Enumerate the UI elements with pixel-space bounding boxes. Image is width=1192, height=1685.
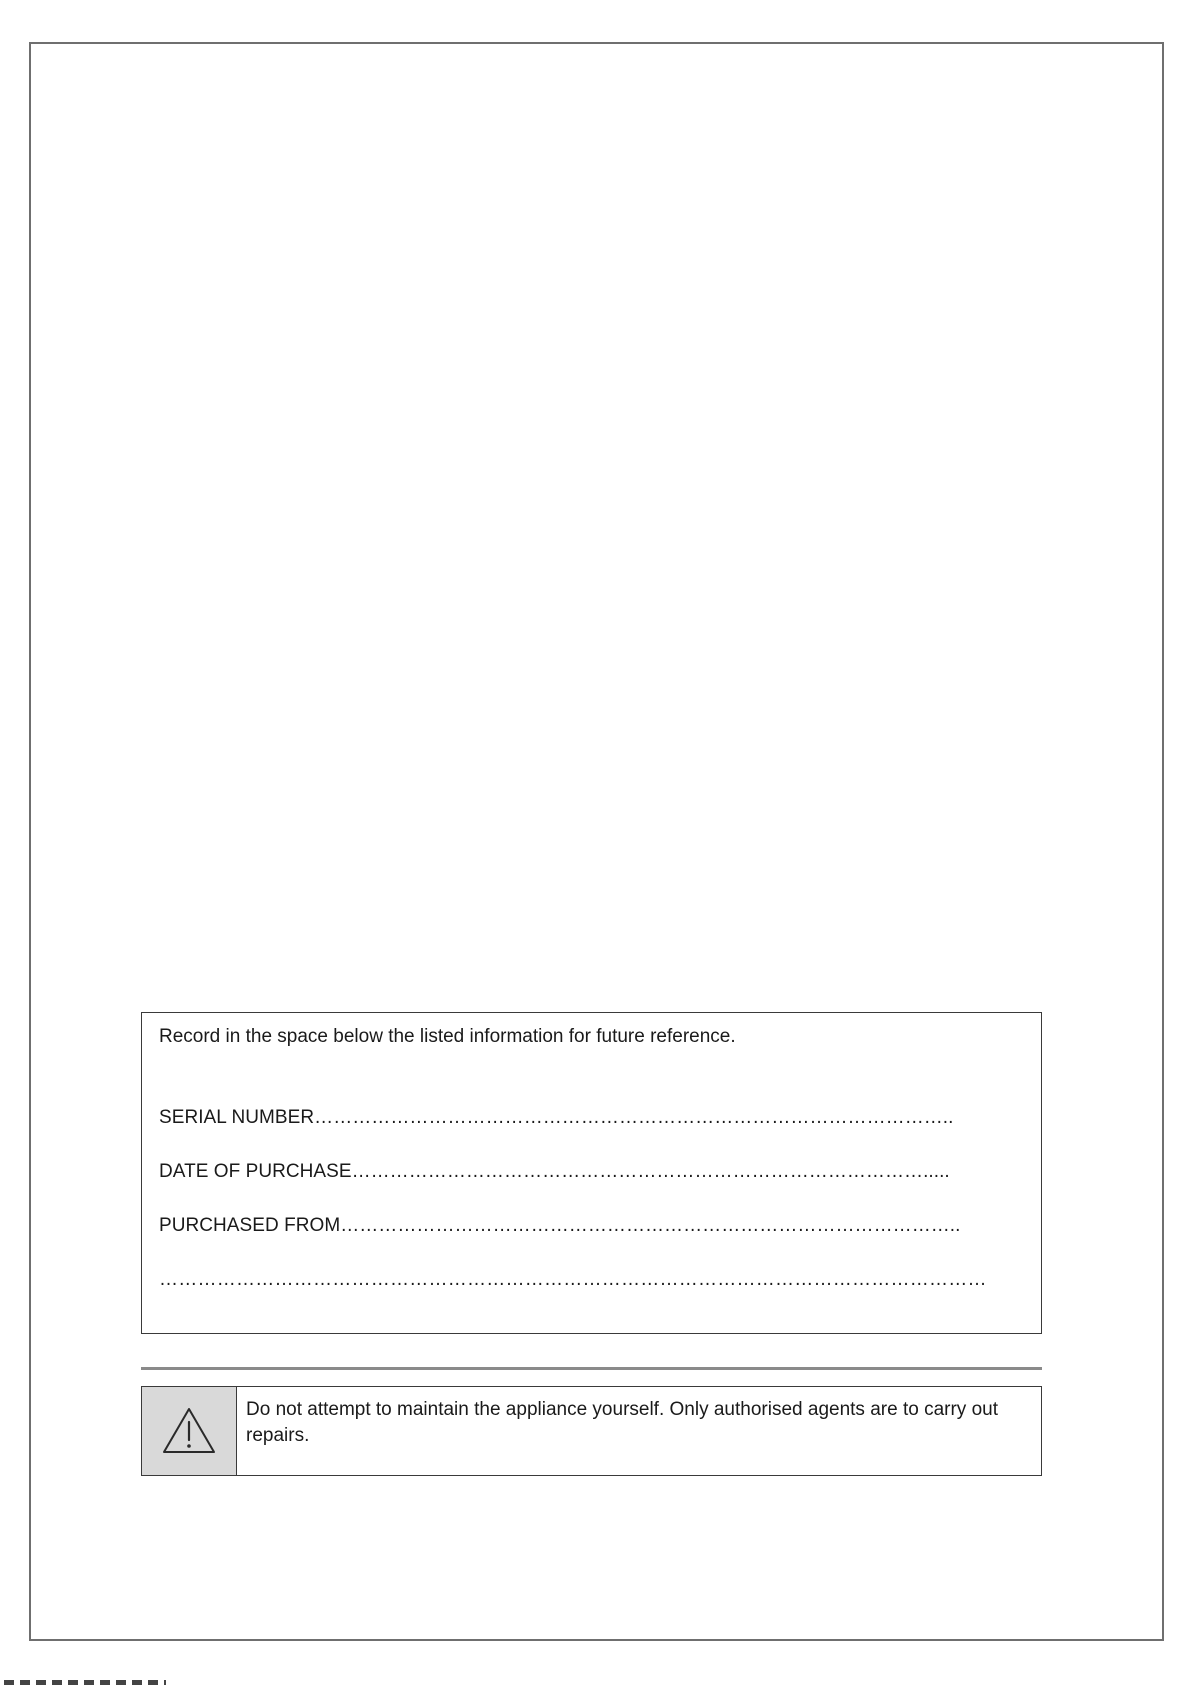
warning-text: Do not attempt to maintain the appliance yourself. Only authorised agents are to carry out repairs.	[246, 1399, 998, 1446]
record-info-box	[141, 1012, 1042, 1334]
warning-icon-cell	[142, 1387, 237, 1475]
record-intro-text: Record in the space below the listed information for future reference.	[159, 1026, 736, 1047]
additional-info-line: …………………………………………………………………………………………………………………	[159, 1269, 987, 1290]
page-edge-mark	[4, 1680, 166, 1685]
section-divider	[141, 1367, 1042, 1370]
warning-notice	[141, 1386, 1042, 1476]
serial-number-field: SERIAL NUMBER………………………………………………………………………………………..	[159, 1107, 954, 1128]
date-of-purchase-field: DATE OF PURCHASE……………………………………………………………………………….....	[159, 1161, 950, 1182]
warning-triangle-icon	[161, 1406, 217, 1456]
purchased-from-field: PURCHASED FROM……………………………………………………………………………………..	[159, 1215, 961, 1236]
